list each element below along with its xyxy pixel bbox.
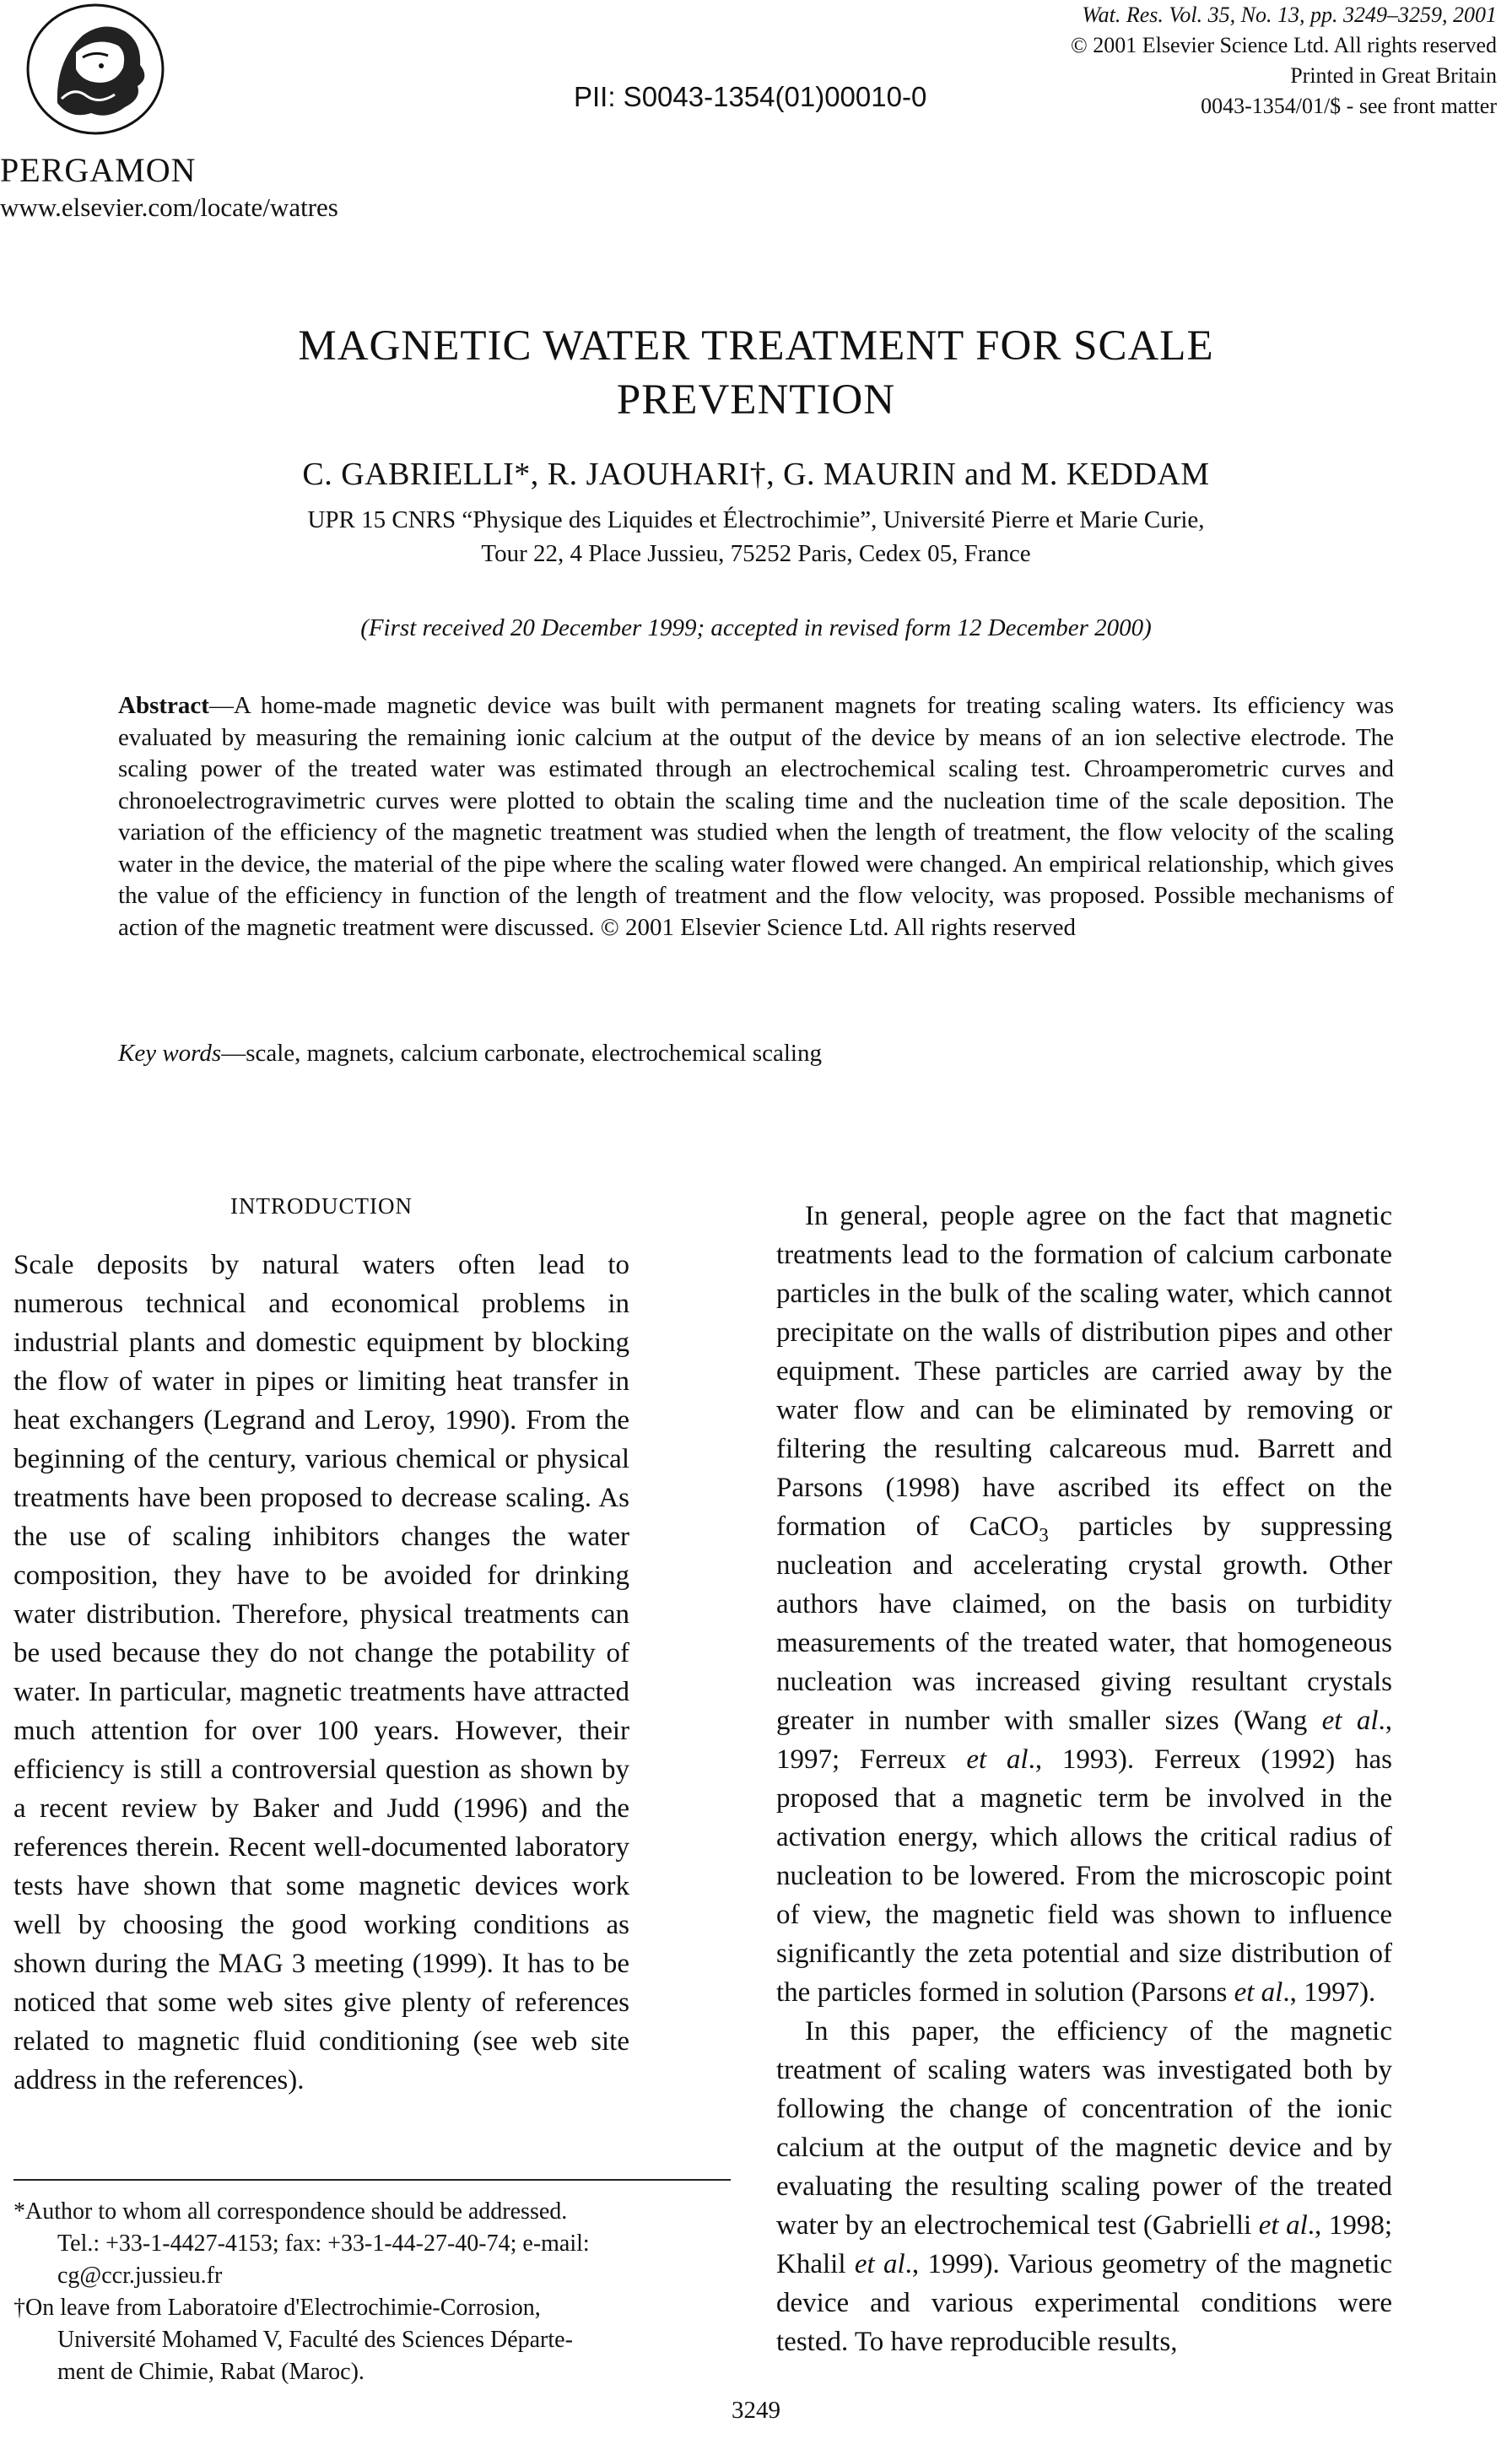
text-run: particles by suppressing nucleation and accelerating crystal growth. Other authors have claimed, on the basis on turbidity measurements of the treated water, that homogeneous nucleation was increased giving resultant crystals greater in number with smaller sizes (Wang: [776, 1511, 1393, 1736]
text-run: In this paper, the efficiency of the magnetic treatment of scaling waters was investigated both by following the change of concentration of the ionic calcium at the output of the magnetic device and by evaluating the resulting scaling power of the treated water by an electrochemical test (Gabrielli: [776, 2016, 1392, 2241]
affiliation: [0, 503, 1512, 570]
text-run: In general, people agree on the fact that magnetic treatments lead to the formation of calcium carbonate particles in the bulk of the scaling water, which cannot precipitate on the walls of distribution pipes and other equipment. These particles are carried away by the water flow and can be eliminated by removing or filtering the resulting calcareous mud. Barrett and Parsons (1998) have ascribed its effect on the formation of CaCO: [776, 1201, 1392, 1542]
section-heading: INTRODUCTION: [230, 1193, 413, 1219]
printed-line: Printed in Great Britain: [1290, 63, 1497, 88]
paper-title: [0, 319, 1512, 427]
keywords-label: Key words: [118, 1040, 222, 1067]
received-dates: (First received 20 December 1999; accepted in revised form 12 December 2000): [360, 614, 1152, 641]
paragraph: [776, 1197, 1392, 2012]
issn-line: 0043-1354/01/$ - see front matter: [1201, 94, 1497, 118]
publisher-name: PERGAMON: [0, 151, 197, 189]
journal-citation: Wat. Res. Vol. 35, No. 13, pp. 3249–3259, 2001: [1082, 3, 1497, 27]
affiliation-line: UPR 15 CNRS “Physique des Liquides et Électrochimie”, Université Pierre et Marie Curie,: [307, 506, 1205, 533]
etal: et al: [854, 2249, 905, 2279]
paragraph: [776, 2012, 1392, 2361]
etal: et al: [1321, 1706, 1379, 1736]
text-run: ., 1993). Ferreux (1992) has proposed that a magnetic term be involved in the activation energy, which allows the critical radius of nucleation to be lowered. From the microscopic point of view, the magnetic field was shown to influence significantly the zeta potential and size distribution of the particles formed in solution (Parsons: [776, 1744, 1393, 2008]
etal: et al: [966, 1744, 1029, 1775]
subscript: 3: [1039, 1523, 1049, 1546]
etal: et al: [1234, 1977, 1283, 2008]
author-list: C. GABRIELLI*, R. JAOUHARI†, G. MAURIN and M. KEDDAM: [302, 457, 1210, 492]
affiliation-line: Tour 22, 4 Place Jussieu, 75252 Paris, Cedex 05, France: [481, 540, 1031, 567]
journal-info: [1071, 0, 1497, 122]
text-run: ., 1997; Ferreux: [776, 1706, 1392, 1775]
footnote-line: ment de Chimie, Rabat (Maroc).: [57, 2359, 364, 2385]
footnote-line: Université Mohamed V, Faculté des Sciences Départe-: [57, 2327, 573, 2353]
left-column: [14, 1246, 629, 2100]
footnote-email[interactable]: cg@ccr.jussieu.fr: [57, 2263, 223, 2289]
footnote-line: Tel.: +33-1-4427-4153; fax: +33-1-44-27-40-74; e-mail:: [57, 2230, 590, 2257]
abstract-text: —A home-made magnetic device was built with permanent magnets for treating scaling waters. Its efficiency was evaluated by measuring the remaining ionic calcium at the output of the device by means of an ion selective electrode. The scaling power of the treated water was estimated through an electrochemical scaling test. Chroamperometric curves and chronoelectrogravimetric curves were plotted to obtain the scaling time and the nucleation time of the scale deposition. The variation of the efficiency of the magnetic treatment was studied when the length of treatment, the flow velocity of the scaling water in the device, the material of the pipe where the scaling water flowed were changed. An empirical relationship, which gives the value of the efficiency in function of the length of treatment and the flow velocity, was proposed. Possible mechanisms of action of the magnetic treatment were discussed. © 2001 Elsevier Science Ltd. All rights reserved: [118, 692, 1394, 941]
keywords-text: —scale, magnets, calcium carbonate, electrochemical scaling: [221, 1040, 822, 1067]
footnote-line: †On leave from Laboratoire d'Electrochimie-Corrosion,: [14, 2295, 541, 2321]
title-line: MAGNETIC WATER TREATMENT FOR SCALE: [298, 322, 1214, 370]
footnote-line: *Author to whom all correspondence should be addressed.: [14, 2198, 568, 2225]
paragraph: Scale deposits by natural waters often lead to numerous technical and economical problems in industrial plants and domestic equipment by blocking the flow of water in pipes or limiting heat transfer in heat exchangers (Legrand and Leroy, 1990). From the beginning of the century, various chemical or physical treatments have been proposed to decrease scaling. As the use of scaling inhibitors changes the water composition, they have to be avoided for drinking water distribution. Therefore, physical treatments can be used because they do not change the potability of water. In particular, magnetic treatments have attracted much attention for over 100 years. However, their efficiency is still a controversial question as shown by a recent review by Baker and Judd (1996) and the references therein. Recent well-documented laboratory tests have shown that some magnetic devices work well by choosing the good working conditions as shown during the MAG 3 meeting (1999). It has to be noticed that some web sites give plenty of references related to magnetic fluid conditioning (see web site address in the references).: [14, 1250, 629, 2095]
text-run: ., 1997).: [1282, 1977, 1376, 2008]
page-number: 3249: [732, 2397, 780, 2424]
etal: et al: [1258, 2210, 1308, 2241]
publisher-logo: [24, 2, 167, 137]
footnotes: [14, 2196, 731, 2388]
keywords: [118, 1040, 822, 1068]
footnote-rule: [14, 2179, 731, 2181]
abstract: [118, 690, 1394, 944]
journal-url[interactable]: www.elsevier.com/locate/watres: [0, 192, 338, 222]
text-run: ., 1999). Various geometry of the magnetic device and various experimental conditions were tested. To have reproducible results,: [776, 2249, 1393, 2357]
copyright-line: © 2001 Elsevier Science Ltd. All rights reserved: [1071, 33, 1497, 57]
right-column: [776, 1197, 1392, 2361]
text-run: ., 1998; Khalil: [776, 2210, 1393, 2279]
pii-identifier: PII: S0043-1354(01)00010-0: [574, 81, 927, 112]
abstract-label: Abstract: [118, 692, 209, 719]
title-line: PREVENTION: [616, 376, 896, 424]
